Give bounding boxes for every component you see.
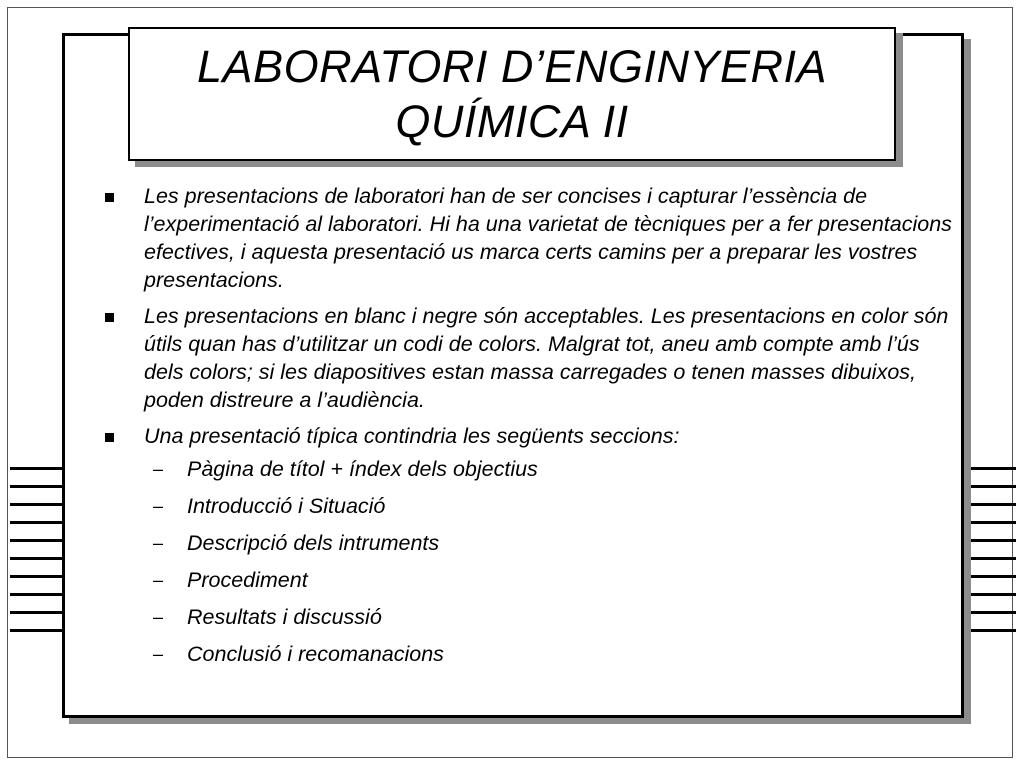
dash-bullet-icon: – (153, 459, 164, 479)
left-decorative-lines (10, 467, 66, 647)
sub-item-text: Resultats i discussió (187, 605, 382, 629)
bullet-text: Les presentacions de laboratori han de ser concises i capturar l’essència de l’experimentació al laboratori. Hi ha una varietat de tècniques per a fer presentacions efectives, i aquesta presentació us marca certs camins per a preparar les vostres presentacions. (144, 184, 952, 292)
sub-item-text: Pàgina de títol + índex dels objectius (187, 457, 538, 481)
sub-list-item (103, 529, 963, 566)
title-line-2: QUÍMICA II (395, 96, 629, 147)
sub-list-item (103, 640, 963, 677)
sub-item-text: Descripció dels intruments (187, 531, 440, 555)
sub-list-item (103, 492, 963, 529)
bullet-text: Una presentació típica contindria les següents seccions: (144, 424, 680, 448)
bullet-text: Les presentacions en blanc i negre són acceptables. Les presentacions en color són útils quan has d’utilitzar un codi de colors. Malgrat tot, aneu amb compte amb l’ús dels colors; si les diapositives estan massa carregades o tenen masses dibuixos, poden distreure a l’audiència. (144, 304, 949, 412)
bullet-item (103, 182, 964, 294)
dash-bullet-icon: – (153, 644, 164, 664)
sub-list-item (103, 455, 963, 492)
dash-bullet-icon: – (153, 570, 164, 590)
slide-body (103, 182, 963, 677)
sub-item-text: Introducció i Situació (187, 494, 386, 518)
dash-bullet-icon: – (153, 533, 164, 553)
dash-bullet-icon: – (153, 607, 164, 627)
bullet-item (103, 302, 964, 414)
sub-list-item (103, 566, 963, 603)
title-line-1: LABORATORI D’ENGINYERIA (197, 41, 827, 92)
square-bullet-icon (105, 193, 114, 202)
sub-item-text: Procediment (187, 568, 308, 592)
square-bullet-icon (105, 433, 114, 442)
sub-list-item (103, 603, 963, 640)
slide-title (128, 27, 896, 161)
square-bullet-icon (105, 313, 114, 322)
dash-bullet-icon: – (153, 496, 164, 516)
bullet-item (103, 422, 964, 450)
right-decorative-lines (960, 467, 1016, 647)
sub-item-text: Conclusió i recomanacions (187, 642, 444, 666)
